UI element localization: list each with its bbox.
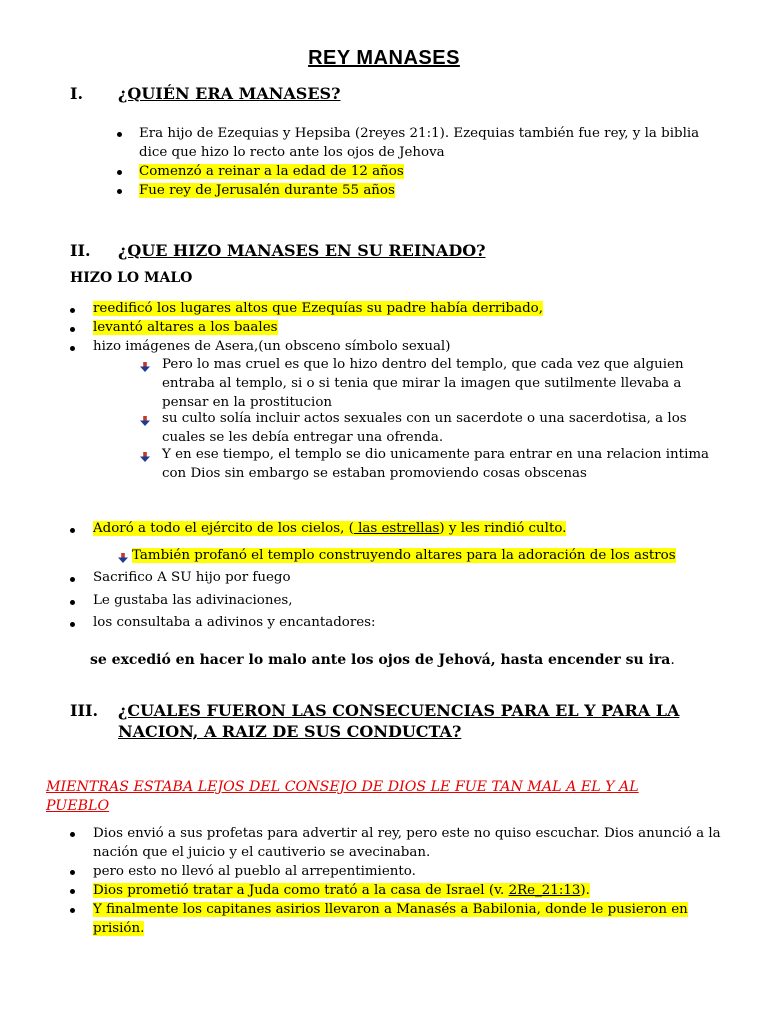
list-item-cont: nación que el juicio y el cautiverio se avecinaban. bbox=[93, 845, 431, 860]
sub-list-item-cont: entraba al templo, si o si tenia que mirar la imagen que sutilmente llevaba a bbox=[162, 376, 682, 391]
page-title: REY MANASES bbox=[308, 47, 460, 69]
highlighted-text: prisión. bbox=[93, 921, 145, 936]
bullet-icon bbox=[70, 889, 75, 894]
bullet-icon bbox=[70, 908, 75, 913]
list-item bbox=[139, 162, 404, 181]
bullet-icon bbox=[70, 622, 75, 627]
bullet-icon bbox=[70, 528, 75, 533]
list-item: Sacrifico A SU hijo por fuego bbox=[93, 570, 291, 585]
sub-list-item-cont: pensar en la prostitucion bbox=[162, 395, 333, 410]
highlighted-text bbox=[93, 883, 590, 898]
section-1-number: I. bbox=[70, 84, 84, 103]
list-item: Era hijo de Ezequias y Hepsiba (2reyes 21:1). Ezequias también fue rey, y la biblia bbox=[139, 126, 700, 141]
section-3-number: III. bbox=[70, 701, 99, 720]
sub-list-item: su culto solía incluir actos sexuales con un sacerdote o una sacerdotisa, a los bbox=[162, 411, 687, 426]
list-item: pero esto no llevó al pueblo al arrepentimiento. bbox=[93, 864, 416, 879]
list-item bbox=[93, 900, 688, 919]
highlighted-text: levantó altares a los baales bbox=[93, 320, 278, 335]
arrow-down-icon bbox=[140, 416, 150, 426]
highlighted-text: Comenzó a reinar a la edad de 12 años bbox=[139, 164, 404, 179]
list-item bbox=[93, 881, 590, 900]
list-item bbox=[93, 299, 543, 318]
section-2-title: ¿QUE HIZO MANASES EN SU REINADO? bbox=[118, 241, 486, 260]
reference-link[interactable]: 2Re_21:13 bbox=[508, 883, 581, 898]
sub-list-item: Y en ese tiempo, el templo se dio unicamente para entrar en una relacion intima bbox=[162, 447, 710, 462]
section-3-title-line1: ¿CUALES FUERON LAS CONSECUENCIAS PARA EL Y PARA LA bbox=[118, 701, 680, 720]
list-item bbox=[93, 519, 566, 538]
bullet-icon bbox=[70, 327, 75, 332]
arrow-down-icon bbox=[118, 553, 128, 563]
arrow-down-icon bbox=[140, 362, 150, 372]
highlighted-text: Fue rey de Jerusalén durante 55 años bbox=[139, 183, 395, 198]
bullet-icon bbox=[70, 832, 75, 837]
list-item-cont: dice que hizo lo recto ante los ojos de Jehova bbox=[139, 145, 445, 160]
sub-list-item-cont: cuales se les debía entregar una ofrenda. bbox=[162, 430, 444, 445]
list-item bbox=[139, 181, 395, 200]
sub-list-item: Pero lo mas cruel es que lo hizo dentro del templo, que cada vez que alguien bbox=[162, 357, 684, 372]
bullet-icon bbox=[117, 170, 122, 175]
section-3-title-line2: NACION, A RAIZ DE SUS CONDUCTA? bbox=[118, 722, 462, 741]
bullet-icon bbox=[117, 189, 122, 194]
warning-text: MIENTRAS ESTABA LEJOS DEL CONSEJO DE DIOS LE FUE TAN MAL A EL Y AL bbox=[46, 779, 639, 795]
section-2-number: II. bbox=[70, 241, 91, 260]
bullet-icon bbox=[70, 870, 75, 875]
conclusion-period: . bbox=[670, 652, 675, 668]
section-1-title: ¿QUIÉN ERA MANASES? bbox=[118, 84, 341, 103]
highlighted-text: reedificó los lugares altos que Ezequías su padre había derribado, bbox=[93, 301, 543, 316]
bullet-icon bbox=[70, 346, 75, 351]
list-item: hizo imágenes de Asera,(un obsceno símbolo sexual) bbox=[93, 339, 451, 354]
list-item: los consultaba a adivinos y encantadores: bbox=[93, 615, 376, 630]
list-item: Le gustaba las adivinaciones, bbox=[93, 593, 293, 608]
bullet-icon bbox=[117, 132, 122, 137]
bullet-icon bbox=[70, 577, 75, 582]
text-part: ). bbox=[580, 883, 590, 898]
bullet-icon bbox=[70, 308, 75, 313]
conclusion-text bbox=[90, 652, 675, 668]
list-item-cont bbox=[93, 919, 144, 938]
conclusion-main: se excedió en hacer lo malo ante los ojos de Jehová, hasta encender su ira bbox=[90, 652, 671, 668]
highlighted-text: También profanó el templo construyendo altares para la adoración de los astros bbox=[132, 548, 676, 563]
bullet-icon bbox=[70, 600, 75, 605]
list-item bbox=[93, 318, 278, 337]
list-item: Dios envió a sus profetas para advertir al rey, pero este no quiso escuchar. Dios anunció a la bbox=[93, 826, 721, 841]
subheading: HIZO LO MALO bbox=[70, 270, 193, 286]
text-part: ) y les rindió culto. bbox=[439, 521, 567, 536]
highlighted-text bbox=[93, 521, 566, 536]
text-part: Adoró a todo el ejército de los cielos, ( bbox=[93, 521, 354, 536]
text-part: Dios prometió tratar a Juda como trató a la casa de Israel (v. bbox=[93, 883, 509, 898]
reference-link[interactable]: las estrellas bbox=[353, 521, 440, 536]
sub-list-item bbox=[132, 546, 676, 565]
sub-list-item-cont: con Dios sin embargo se estaban promoviendo cosas obscenas bbox=[162, 466, 587, 481]
warning-text-cont: PUEBLO bbox=[46, 798, 110, 814]
arrow-down-icon bbox=[140, 452, 150, 462]
highlighted-text: Y finalmente los capitanes asirios llevaron a Manasés a Babilonia, donde le pusieron en bbox=[93, 902, 688, 917]
